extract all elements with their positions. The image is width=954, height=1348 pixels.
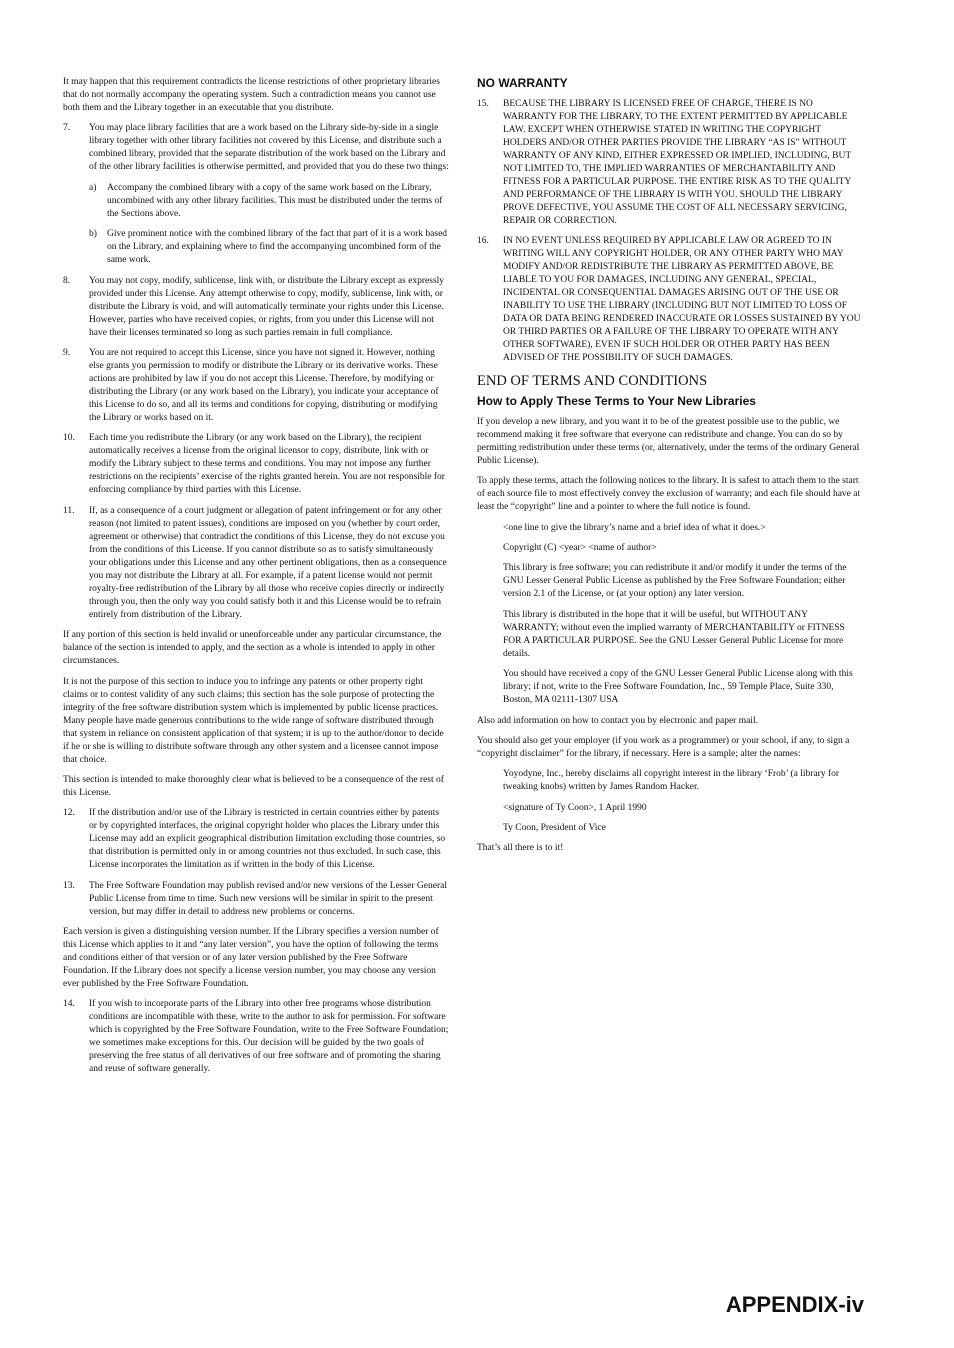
end-of-terms-heading: END OF TERMS AND CONDITIONS [477,372,708,389]
section-10 [63,432,449,497]
section-text: If you wish to incorporate parts of the Library into other free programs whose distribution conditions are incompatible with these, write to the author to ask for permission. For software which is copyrighted by the Free Software Foundation, write to the Free Software Foundation; we sometimes make exceptions for this. Our decision will be guided by the two goals of preserving the free status of all derivatives of our free software and of promoting the sharing and reuse of software generally. [89,999,449,1075]
section-number: 9. [63,347,71,358]
contact-paragraph: Also add information on how to contact you by electronic and paper mail. [477,715,758,726]
section-number: 14. [63,999,75,1010]
notice-received-copy: You should have received a copy of the GNU Lesser General Public License along with this library; if not, write to the Free Software Foundation, Inc., 59 Temple Place, Suite 330, Boston, MA 02111-1307 USA [503,669,853,706]
section-text: The Free Software Foundation may publish revised and/or new versions of the Lesser General Public License from time to time. Such new versions will be similar in spirit to the present version, but may differ in detail to address new problems or concerns. [89,880,447,917]
section-number: 10. [63,433,75,444]
section-7 [63,122,449,174]
section-16 [477,235,863,365]
section-text: You may place library facilities that are a work based on the Library side-by-side in a single library together with other library facilities not covered by this License, and distribute such a combined library, provided that the separate distribution of the work based on the Library and of the other library facilities is otherwise permitted, and provided that you do these two things: [89,123,449,173]
section-11 [63,505,449,622]
section-text: If the distribution and/or use of the Library is restricted in certain countries either by patents or by copyrighted interfaces, the original copyright holder who places the Library under this License may add an explicit geographical distribution limitation excluding those countries, so that distribution is permitted only in or among countries not thus excluded. In such case, this License incorporates the limitation as if written in the body of this License. [89,808,446,871]
left-column [63,76,449,1084]
section-text: If, as a consequence of a court judgment or allegation of patent infringement or for any other reason (not limited to patent issues), conditions are imposed on you (whether by court order, agreement or otherwise) that contradict the conditions of this License, they do not excuse you from the conditions of this License. If you cannot distribute so as to satisfy simultaneously your obligations under this License and any other pertinent obligations, then as a consequence you may not distribute the Library at all. For example, if a patent license would not permit royalty-free redistribution of the Library by all those who receive copies directly or indirectly through you, then the only way you could satisfy both it and this License would be to refrain entirely from distribution of the Library. [89,505,447,620]
section-number: 12. [63,808,75,819]
section-number: 16. [477,236,489,247]
section-9 [63,347,449,425]
section-number: 7. [63,123,71,134]
subsection-letter: b) [89,229,97,240]
develop-paragraph: If you develop a new library, and you want it to be of the greatest possible use to the public, we recommend making it free software that everyone can redistribute and change. You can do so by permitting redistribution under these terms (or, alternatively, under the terms of the ordinary General Public License). [477,416,860,466]
notice-free-software: This library is free software; you can redistribute it and/or modify it under the terms of the GNU Lesser General Public License as published by the Free Software Foundation; either version 2.1 of the License, or (at your option) any later version. [503,563,847,600]
invalid-paragraph: If any portion of this section is held invalid or unenforceable under any particular circumstance, the balance of the section is intended to apply, and the section as a whole is intended to apply in other circumstances. [63,630,442,667]
right-column [477,76,863,863]
notice-one-line: <one line to give the library’s name and a brief idea of what it does.> [503,522,766,533]
closing-paragraph: That’s all there is to it! [477,843,564,854]
section-text: Each time you redistribute the Library (or any work based on the Library), the recipient automatically receives a license from the original licensor to copy, distribute, link with or modify the Library subject to these terms and conditions. You may not impose any further restrictions on the recipients’ exercise of the rights granted herein. You are not responsible for enforcing compliance by third parties with this License. [89,433,445,496]
section-number: 8. [63,275,71,286]
section-text: BECAUSE THE LIBRARY IS LICENSED FREE OF CHARGE, THERE IS NO WARRANTY FOR THE LIBRARY, TO THE EXTENT PERMITTED BY APPLICABLE LAW. EXCEPT WHEN OTHERWISE STATED IN WRITING THE COPYRIGHT HOLDERS AND/OR OTHER PARTIES PROVIDE THE LIBRARY “AS IS” WITHOUT WARRANTY OF ANY KIND, EITHER EXPRESSED OR IMPLIED, INCLUDING, BUT NOT LIMITED TO, THE IMPLIED WARRANTIES OF MERCHANTABILITY AND FITNESS FOR A PARTICULAR PURPOSE. THE ENTIRE RISK AS TO THE QUALITY AND PERFORMANCE OF THE LIBRARY IS WITH YOU. SHOULD THE LIBRARY PROVE DEFECTIVE, YOU ASSUME THE COST OF ALL NECESSARY SERVICING, REPAIR OR CORRECTION. [503,99,851,226]
page-label: APPENDIX-iv [725,1292,864,1317]
purpose-paragraph: It is not the purpose of this section to induce you to infringe any patents or other property right claims or to contest validity of any such claims; this section has the sole purpose of protecting the integrity of the free software distribution system which is implemented by public license practices. Many people have made generous contributions to the wide range of software distributed through that system in reliance on consistent application of that system; it is up to the author/donor to decide if he or she is willing to distribute software through any other system and a licensee cannot impose that choice. [63,676,444,765]
no-warranty-heading: NO WARRANTY [477,76,568,90]
clarity-paragraph: This section is intended to make thoroughly clear what is believed to be a consequence of the rest of this License. [63,774,444,798]
employer-paragraph: You should also get your employer (if you work as a programmer) or your school, if any, to sign a “copyright disclaimer” for the library, if necessary. Here is a sample; alter the names: [477,735,850,759]
section-12 [63,807,449,872]
apply-paragraph: To apply these terms, attach the following notices to the library. It is safest to attach them to the start of each source file to most effectively convey the exclusion of warranty; and each file should have at least the “copyright” line and a pointer to where the full notice is found. [477,476,861,513]
section-7b [63,228,449,267]
sample-signer: Ty Coon, President of Vice [503,823,606,834]
sample-disclaimer: Yoyodyne, Inc., hereby disclaims all copyright interest in the library ‘Frob’ (a library for tweaking knobs) written by James Random Hacker. [503,769,840,793]
section-text: You are not required to accept this License, since you have not signed it. However, nothing else grants you permission to modify or distribute the Library or its derivative works. These actions are prohibited by law if you do not accept this License. Therefore, by modifying or distributing the Library (or any work based on the Library), you indicate your acceptance of this License to do so, and all its terms and conditions for copying, distributing or modifying the Library or works based on it. [89,347,439,423]
version-paragraph: Each version is given a distinguishing version number. If the Library specifies a version number of this License which applies to it and “any later version”, you have the option of following the terms and conditions either of that version or of any later version published by the Free Software Foundation. If the Library does not specify a license version number, you may choose any version ever published by the Free Software Foundation. [63,927,439,990]
sample-signature: <signature of Ty Coon>, 1 April 1990 [503,802,647,813]
how-to-apply-heading: How to Apply These Terms to Your New Libraries [477,393,756,408]
section-number: 13. [63,880,75,891]
section-number: 15. [477,99,489,109]
section-8 [63,275,449,340]
subsection-text: Accompany the combined library with a copy of the same work based on the Library, uncombined with any other library facilities. This must be distributed under the terms of the Sections above. [107,182,443,219]
notice-copyright: Copyright (C) <year> <name of author> [503,542,657,553]
section-15 [477,98,863,228]
intro-paragraph: It may happen that this requirement contradicts the license restrictions of other proprietary libraries that do not normally accompany the operating system. Such a contradiction means you cannot use both them and the Library together in an executable that you distribute. [63,77,440,113]
notice-distributed: This library is distributed in the hope that it will be useful, but WITHOUT ANY WARRANTY; without even the implied warranty of MERCHANTABILITY or FITNESS FOR A PARTICULAR PURPOSE. See the GNU Lesser General Public License for more details. [503,609,845,659]
section-text: IN NO EVENT UNLESS REQUIRED BY APPLICABLE LAW OR AGREED TO IN WRITING WILL ANY COPYRIGHT HOLDER, OR ANY OTHER PARTY WHO MAY MODIFY AND/OR REDISTRIBUTE THE LIBRARY AS PERMITTED ABOVE, BE LIABLE TO YOU FOR DAMAGES, INCLUDING ANY GENERAL, SPECIAL, INCIDENTAL OR CONSEQUENTIAL DAMAGES ARISING OUT OF THE USE OR INABILITY TO USE THE LIBRARY (INCLUDING BUT NOT LIMITED TO LOSS OF DATA OR DATA BEING RENDERED INACCURATE OR LOSSES SUSTAINED BY YOU OR THIRD PARTIES OR A FAILURE OF THE LIBRARY TO OPERATE WITH ANY OTHER SOFTWARE), EVEN IF SUCH HOLDER OR OTHER PARTY HAS BEEN ADVISED OF THE POSSIBILITY OF SUCH DAMAGES. [503,236,861,364]
section-7a [63,182,449,221]
subsection-letter: a) [89,182,97,193]
section-13 [63,880,449,919]
section-number: 11. [63,505,75,516]
section-text: You may not copy, modify, sublicense, link with, or distribute the Library except as expressly provided under this License. Any attempt otherwise to copy, modify, sublicense, link with, or distribute the Library is void, and will automatically terminate your rights under this License. However, parties who have received copies, or rights, from you under this License will not have their licenses terminated so long as such parties remain in full compliance. [89,275,445,338]
section-14 [63,998,449,1076]
subsection-text: Give prominent notice with the combined library of the fact that part of it is a work based on the Library, and explaining where to find the accompanying uncombined form of the same work. [107,229,448,266]
